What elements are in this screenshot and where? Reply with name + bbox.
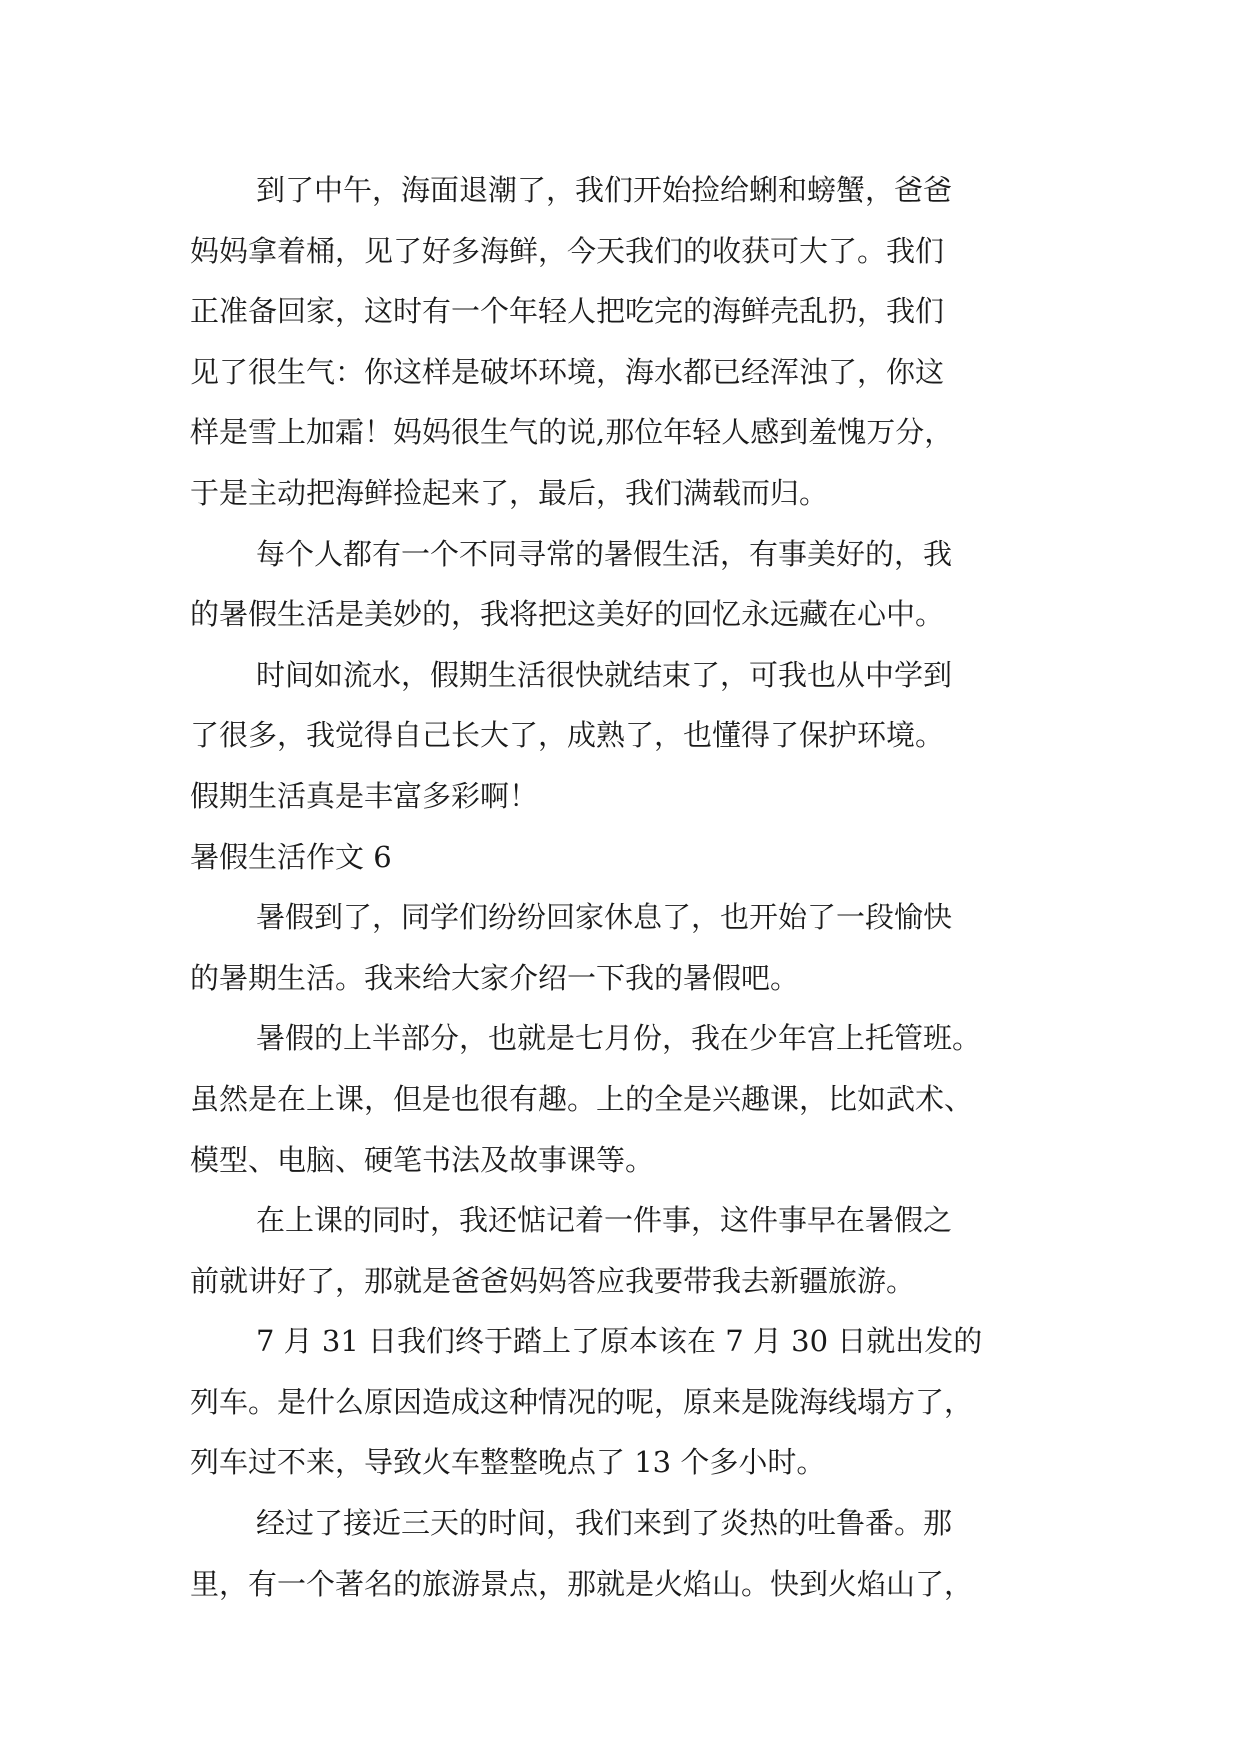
paragraph-line: 7 月 31 日我们终于踏上了原本该在 7 月 30 日就出发的 (256, 1324, 983, 1359)
paragraph-line: 每个人都有一个不同寻常的暑假生活，有事美好的，我 (256, 536, 953, 571)
paragraph-line: 列车过不来，导致火车整整晚点了 13 个多小时。 (190, 1445, 826, 1480)
paragraph-line: 了很多，我觉得自己长大了，成熟了，也懂得了保护环境。 (190, 718, 945, 753)
paragraph-line: 样是雪上加霜！妈妈很生气的说,那位年轻人感到羞愧万分， (190, 415, 954, 450)
paragraph-line: 在上课的同时，我还惦记着一件事，这件事早在暑假之 (256, 1203, 953, 1238)
section-heading: 暑假生活作文 6 (190, 839, 392, 874)
paragraph-line: 假期生活真是丰富多彩啊！ (190, 778, 539, 813)
paragraph-line: 的暑假生活是美妙的，我将把这美好的回忆永远藏在心中。 (190, 597, 945, 632)
paragraph-line: 见了很生气：你这样是破坏环境，海水都已经浑浊了，你这 (190, 354, 945, 389)
paragraph-line: 于是主动把海鲜捡起来了，最后，我们满载而归。 (190, 475, 829, 510)
paragraph-line: 妈妈拿着桶，见了好多海鲜，今天我们的收获可大了。我们 (190, 233, 945, 268)
article-body (190, 160, 1060, 1614)
paragraph-line: 的暑期生活。我来给大家介绍一下我的暑假吧。 (190, 960, 800, 995)
paragraph-line: 里，有一个著名的旅游景点，那就是火焰山。快到火焰山了， (190, 1566, 974, 1601)
paragraph-line: 经过了接近三天的时间，我们来到了炎热的吐鲁番。那 (256, 1506, 953, 1541)
paragraph-line: 列车。是什么原因造成这种情况的呢，原来是陇海线塌方了， (190, 1384, 974, 1419)
paragraph-line: 前就讲好了，那就是爸爸妈妈答应我要带我去新疆旅游。 (190, 1263, 916, 1298)
paragraph-line: 时间如流水，假期生活很快就结束了，可我也从中学到 (256, 657, 953, 692)
paragraph-line: 到了中午，海面退潮了，我们开始捡给蜊和螃蟹，爸爸 (256, 173, 953, 207)
paragraph-line: 暑假到了，同学们纷纷回家休息了，也开始了一段愉快 (256, 900, 953, 935)
paragraph-line: 正准备回家，这时有一个年轻人把吃完的海鲜壳乱扔，我们 (190, 294, 945, 329)
paragraph-line: 模型、电脑、硬笔书法及故事课等。 (190, 1142, 655, 1177)
paragraph-line: 暑假的上半部分，也就是七月份，我在少年宫上托管班。 (256, 1021, 982, 1056)
paragraph-line: 虽然是在上课，但是也很有趣。上的全是兴趣课，比如武术、 (190, 1081, 974, 1116)
